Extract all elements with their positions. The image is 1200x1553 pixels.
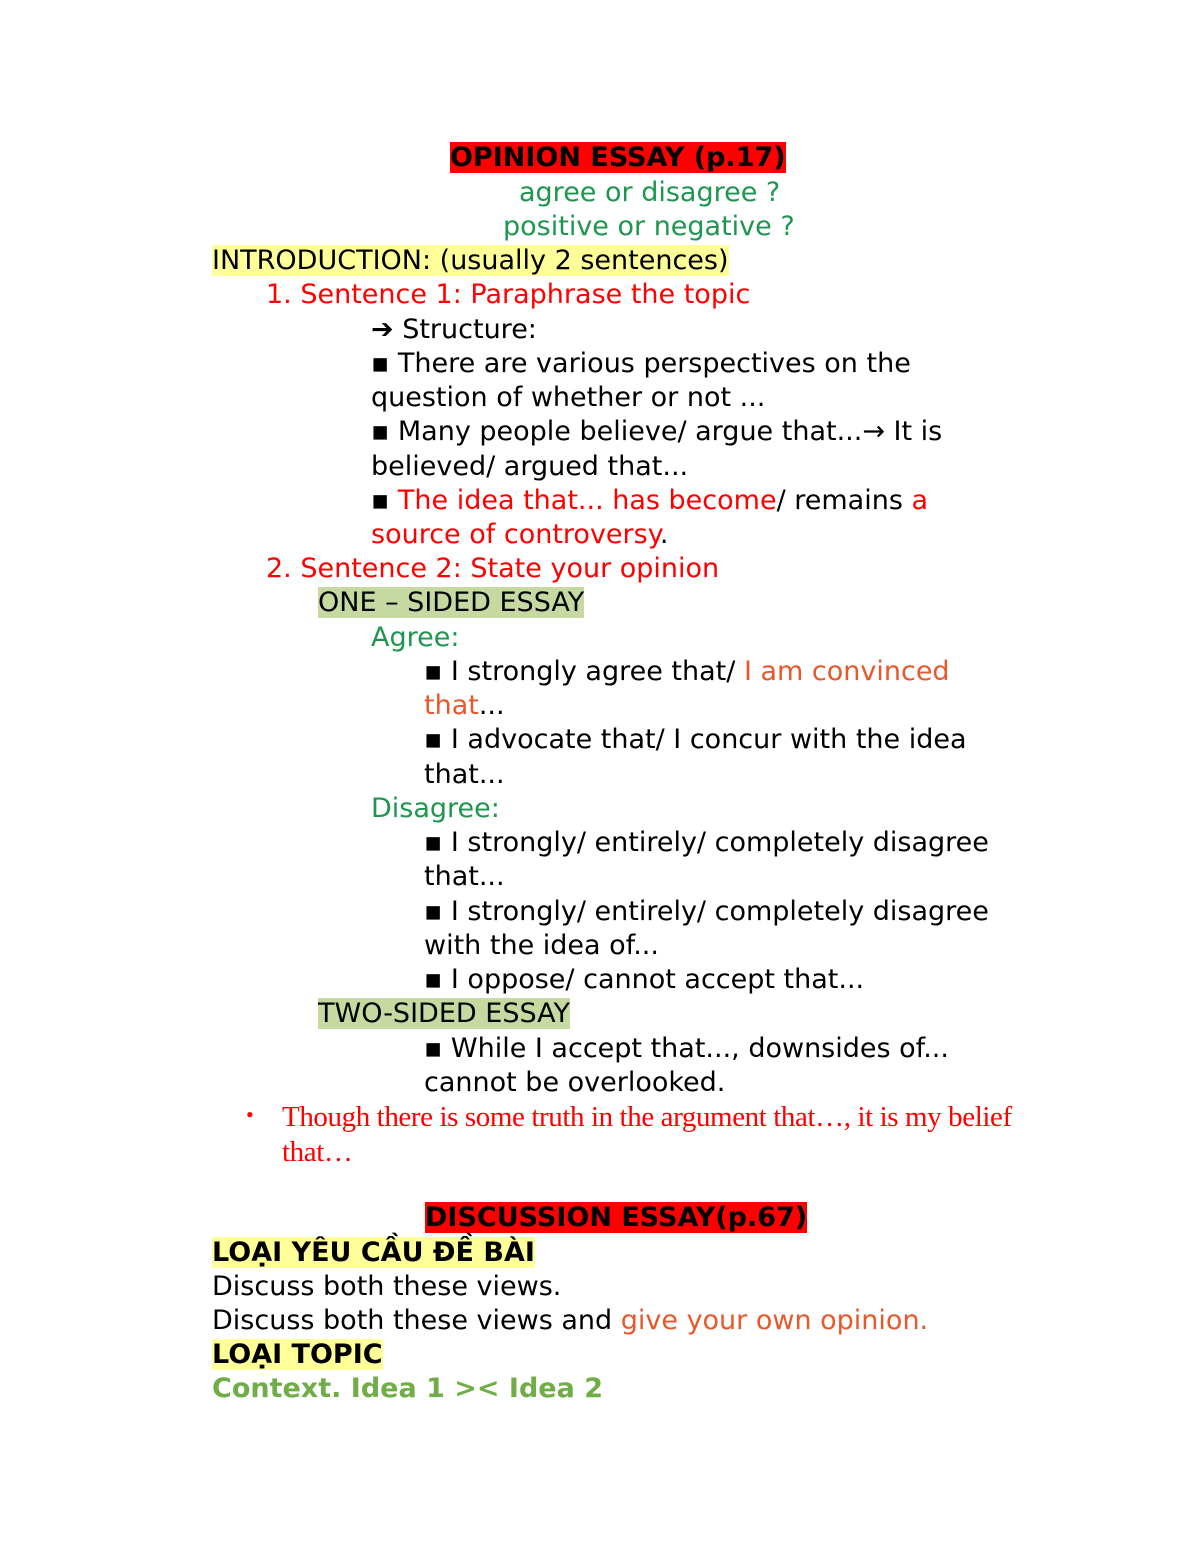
agree-item-1-text: ▪ I strongly agree that/ <box>424 656 744 687</box>
phrase-a: a <box>911 485 929 516</box>
opinion-essay-title: OPINION ESSAY (p.17) <box>450 142 786 173</box>
square-bullet: ▪ <box>371 485 398 516</box>
introduction-heading: INTRODUCTION: (usually 2 sentences) <box>212 245 729 276</box>
discuss-views-opinion-line <box>212 1304 928 1338</box>
topic-type-heading: LOẠI TOPIC <box>212 1339 383 1370</box>
disagree-item-2-line-1: ▪ I strongly/ entirely/ completely disagree <box>424 896 989 927</box>
disagree-item-1-line-2: that... <box>424 861 505 892</box>
disagree-item-2-line-2: with the idea of... <box>424 930 659 961</box>
disagree-item-1-line-1: ▪ I strongly/ entirely/ completely disagree <box>424 827 989 858</box>
agree-item-1-line-1 <box>424 655 950 689</box>
sentence-2-heading: 2. Sentence 2: State your opinion <box>266 553 720 584</box>
question-positive-negative: positive or negative ? <box>503 211 795 242</box>
agree-item-1-line-2 <box>424 689 505 723</box>
one-sided-essay-heading: ONE – SIDED ESSAY <box>318 587 585 618</box>
though-sentence-line-2: that… <box>282 1136 353 1168</box>
disagree-item-3: ▪ I oppose/ cannot accept that... <box>424 964 865 995</box>
structure-item-3-line-2 <box>371 518 668 552</box>
topic-pattern: Context. Idea 1 >< Idea 2 <box>212 1373 604 1404</box>
agree-item-2-line-1: ▪ I advocate that/ I concur with the idea <box>424 724 967 755</box>
agree-item-2-line-2: that... <box>424 759 505 790</box>
structure-label: ➔ Structure: <box>371 314 537 345</box>
phrase-give-your-own-opinion: give your own opinion. <box>620 1305 929 1336</box>
discuss-views-line: Discuss both these views. <box>212 1271 562 1302</box>
phrase-remains: / remains <box>776 485 912 516</box>
disagree-label: Disagree: <box>371 793 500 824</box>
though-sentence-line-1: Though there is some truth in the argument that…, it is my belief <box>282 1101 1012 1133</box>
ellipsis: ... <box>478 690 505 721</box>
two-sided-item-line-2: cannot be overlooked. <box>424 1067 726 1098</box>
period: . <box>659 519 669 550</box>
bullet-dot-icon: • <box>246 1102 254 1127</box>
structure-item-2-line-1: ▪ Many people believe/ argue that...→ It is <box>371 416 943 447</box>
phrase-i-am-convinced: I am convinced <box>743 656 950 687</box>
structure-item-1-line-2: question of whether or not ... <box>371 382 766 413</box>
phrase-idea-has-become: The idea that... has become <box>397 485 777 516</box>
structure-item-3-line-1 <box>371 484 928 518</box>
discuss-views-text: Discuss both these views and <box>212 1305 621 1336</box>
question-agree-disagree: agree or disagree ? <box>519 177 781 208</box>
sentence-1-heading: 1. Sentence 1: Paraphrase the topic <box>266 279 751 310</box>
structure-item-1-line-1: ▪ There are various perspectives on the <box>371 348 911 379</box>
requirement-type-heading: LOẠI YÊU CẦU ĐỀ BÀI <box>212 1237 535 1268</box>
discussion-essay-title: DISCUSSION ESSAY(p.67) <box>425 1202 808 1233</box>
structure-item-2-line-2: believed/ argued that... <box>371 451 689 482</box>
phrase-source-of-controversy: source of controversy <box>371 519 660 550</box>
two-sided-item-line-1: ▪ While I accept that..., downsides of... <box>424 1033 949 1064</box>
agree-label: Agree: <box>371 622 460 653</box>
phrase-that: that <box>424 690 479 721</box>
two-sided-essay-heading: TWO-SIDED ESSAY <box>318 998 570 1029</box>
